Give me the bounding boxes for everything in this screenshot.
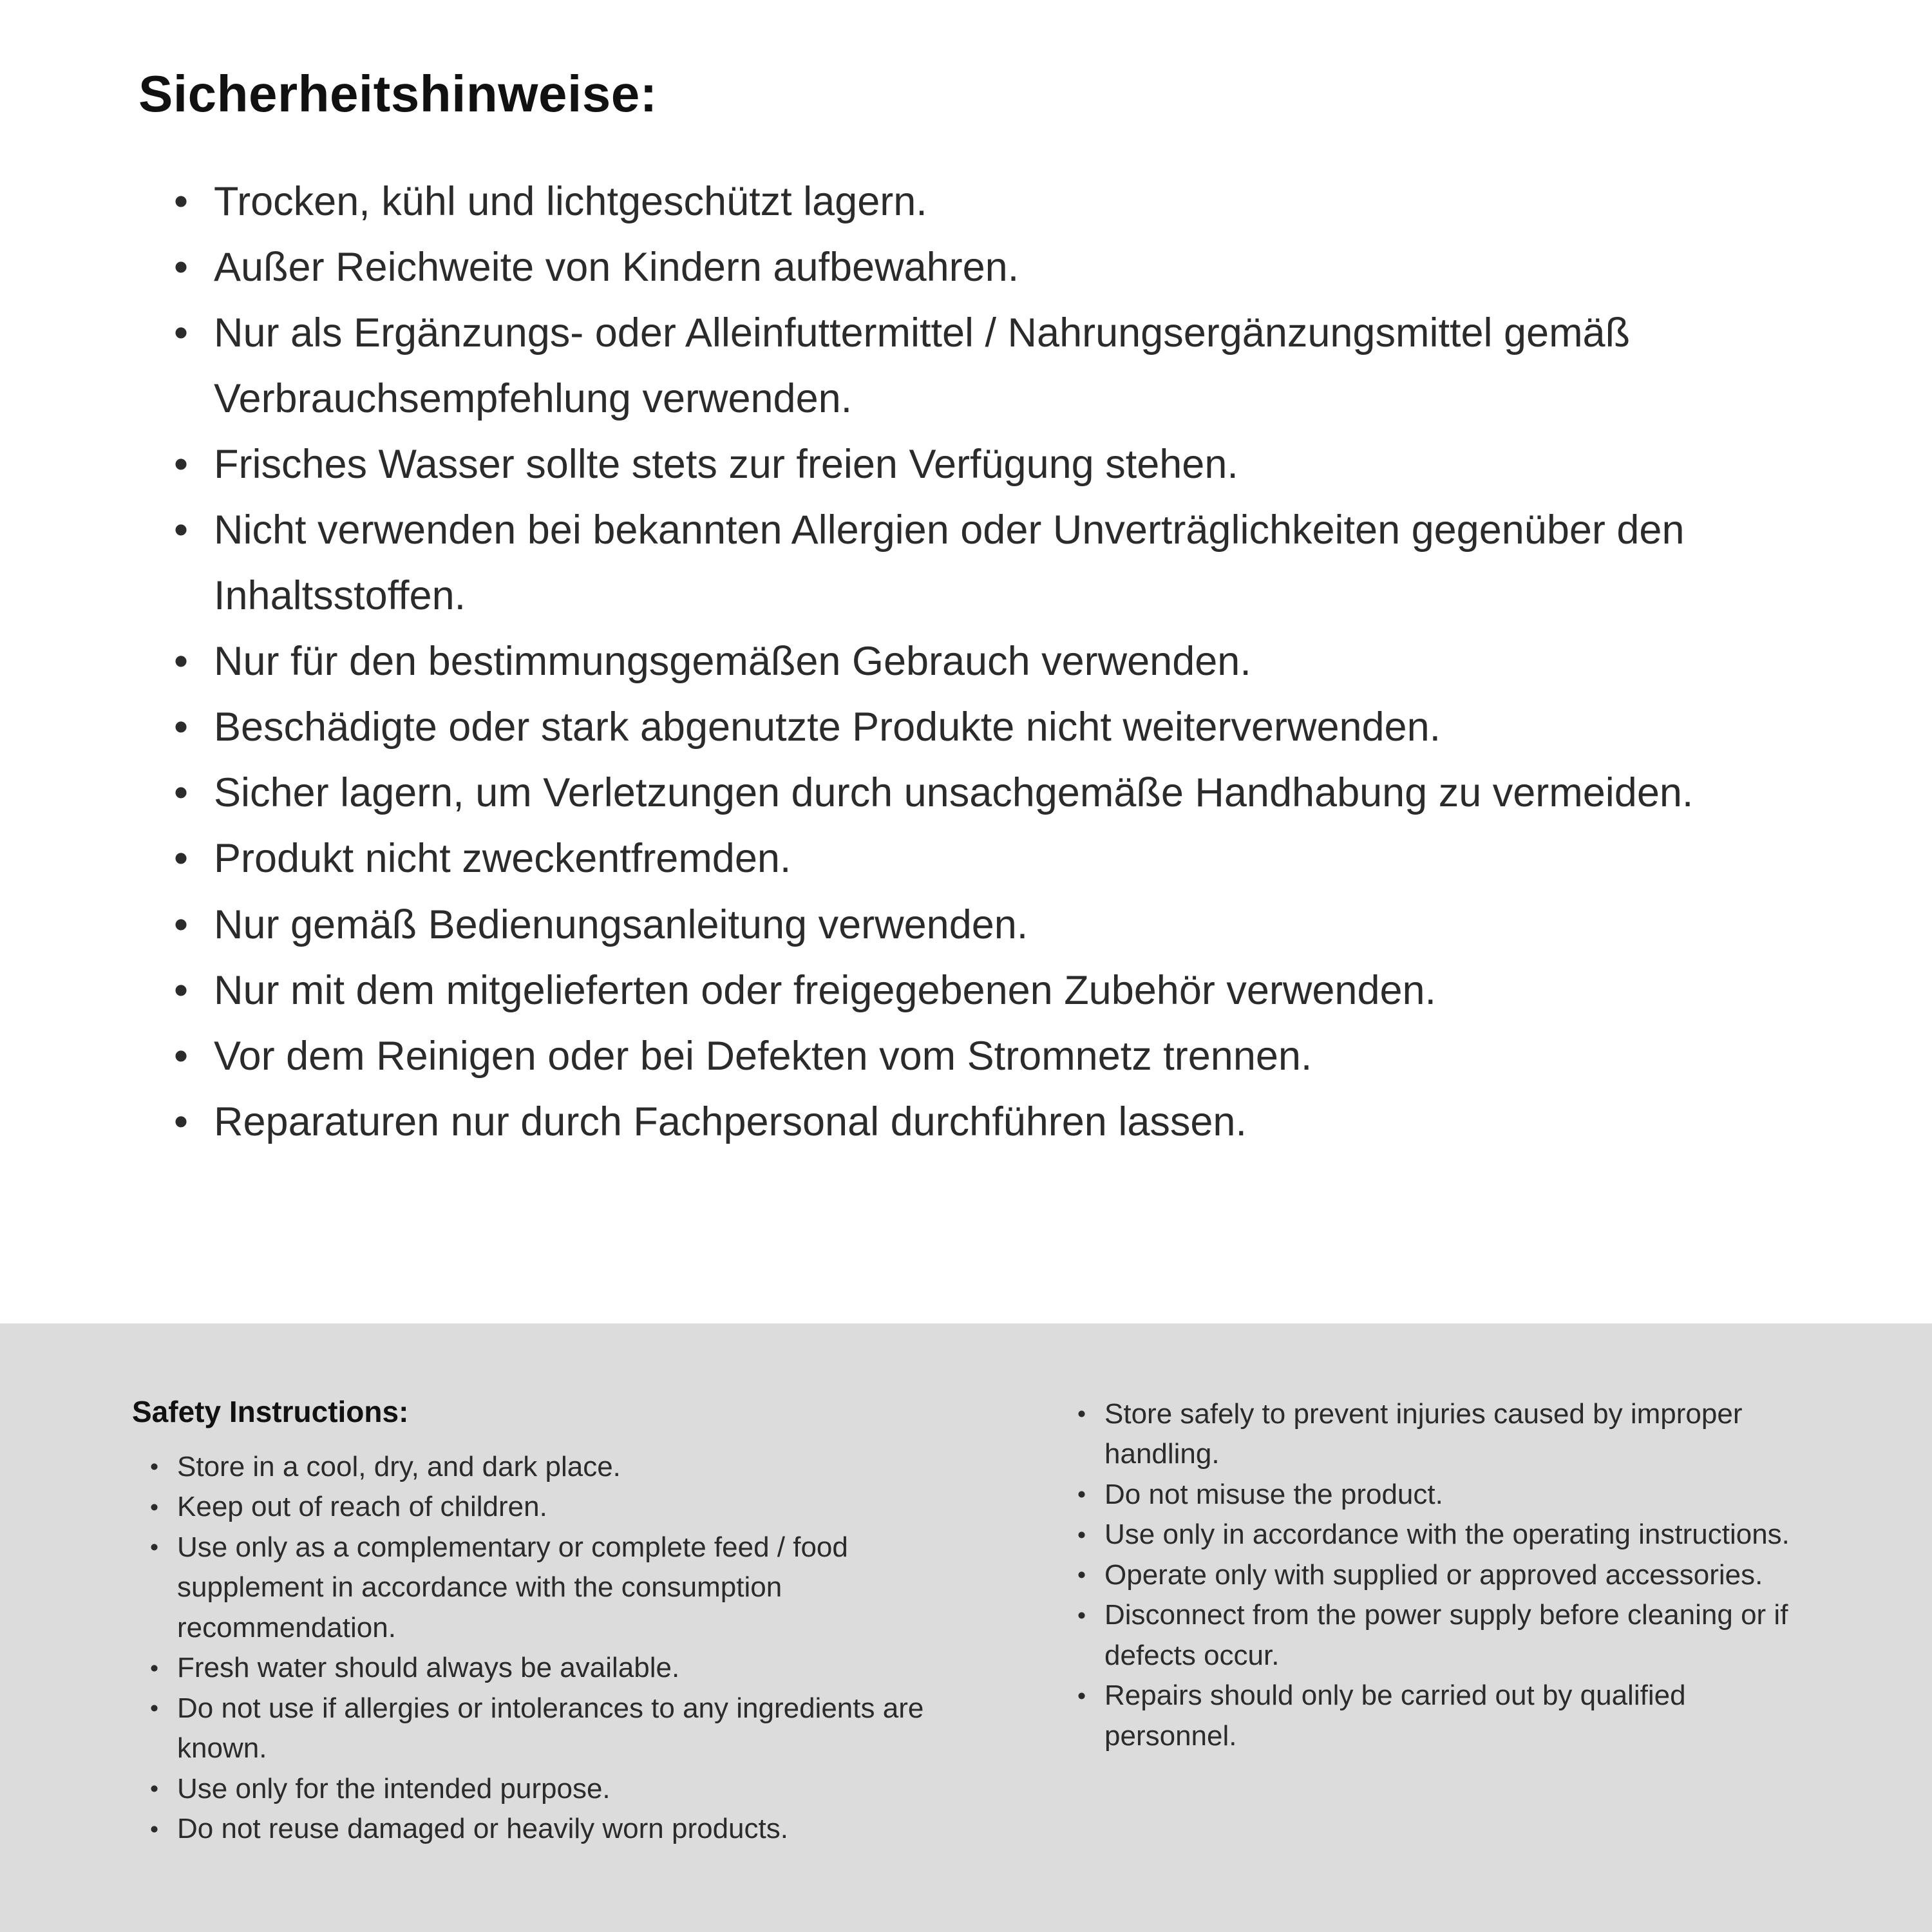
list-item: • Disconnect from the power supply before cleaning or if defects occur.	[1077, 1595, 1823, 1676]
list-item: • Use only for the intended purpose.	[150, 1769, 982, 1809]
list-item: • Use only as a complementary or complete feed / food supplement in accordance with the consumption recommendation.	[150, 1528, 982, 1648]
list-item: • Trocken, kühl und lichtgeschützt lagern.	[174, 169, 1803, 234]
english-right-column	[1059, 1394, 1823, 1893]
english-safety-section	[0, 1323, 1932, 1932]
list-item: • Do not reuse damaged or heavily worn products.	[150, 1809, 982, 1849]
english-section-title: Safety Instructions:	[132, 1395, 409, 1428]
list-item: • Sicher lagern, um Verletzungen durch unsachgemäße Handhabung zu vermeiden.	[174, 760, 1803, 826]
list-item: • Store in a cool, dry, and dark place.	[150, 1447, 982, 1487]
list-item: • Produkt nicht zweckentfremden.	[174, 826, 1803, 891]
list-item: • Store safely to prevent injuries caused by improper handling.	[1077, 1394, 1823, 1475]
german-bullet-list	[138, 169, 1803, 1155]
list-item: • Repairs should only be carried out by qualified personnel.	[1077, 1676, 1823, 1756]
list-item: • Frisches Wasser sollte stets zur freien Verfügung stehen.	[174, 431, 1803, 497]
list-item: • Use only in accordance with the operating instructions.	[1077, 1515, 1823, 1555]
list-item: • Beschädigte oder stark abgenutzte Produkte nicht weiterverwenden.	[174, 694, 1803, 760]
english-left-bullet-list	[132, 1447, 982, 1850]
list-item: • Nur für den bestimmungsgemäßen Gebrauch verwenden.	[174, 629, 1803, 694]
list-item: • Fresh water should always be available.	[150, 1648, 982, 1688]
german-section-title: Sicherheitshinweise:	[138, 65, 658, 122]
english-left-column	[132, 1394, 982, 1893]
list-item: • Vor dem Reinigen oder bei Defekten vom Stromnetz trennen.	[174, 1023, 1803, 1089]
list-item: • Do not misuse the product.	[1077, 1475, 1823, 1515]
list-item: • Keep out of reach of children.	[150, 1487, 982, 1527]
list-item: • Außer Reichweite von Kindern aufbewahren.	[174, 234, 1803, 300]
list-item: • Nur mit dem mitgelieferten oder freigegebenen Zubehör verwenden.	[174, 958, 1803, 1023]
list-item: • Do not use if allergies or intolerances to any ingredients are known.	[150, 1689, 982, 1769]
english-right-bullet-list	[1059, 1394, 1823, 1756]
list-item: • Operate only with supplied or approved accessories.	[1077, 1555, 1823, 1595]
list-item: • Nicht verwenden bei bekannten Allergien oder Unverträglichkeiten gegenüber den Inhaltsstoffen.	[174, 497, 1803, 629]
list-item: • Reparaturen nur durch Fachpersonal durchführen lassen.	[174, 1089, 1803, 1155]
list-item: • Nur gemäß Bedienungsanleitung verwenden.	[174, 892, 1803, 958]
list-item: • Nur als Ergänzungs- oder Alleinfuttermittel / Nahrungsergänzungsmittel gemäß Verbrauchsempfehlung verwenden.	[174, 300, 1803, 431]
